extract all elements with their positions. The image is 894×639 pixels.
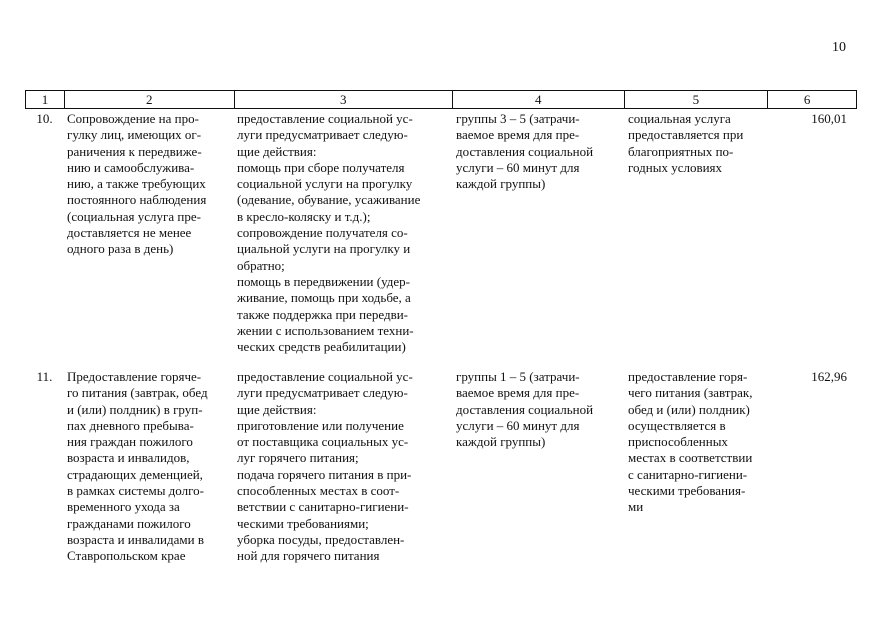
service-time-line: каждой группы) xyxy=(456,176,546,192)
service-actions-line: помощь в передвижении (удер- xyxy=(237,273,410,289)
table-row xyxy=(25,369,857,565)
service-name-line: и (или) полдник) в груп- xyxy=(67,401,203,417)
service-actions-line: луги предусматривает следую- xyxy=(237,385,408,401)
service-conditions-line: осуществляется в xyxy=(628,417,726,433)
service-time-line: услуги – 60 минут для xyxy=(456,417,580,433)
column-header-2: 2 xyxy=(65,91,235,108)
services-table xyxy=(25,90,857,565)
service-conditions-line: ми xyxy=(628,499,644,515)
service-actions-line: жении с использованием техни- xyxy=(237,322,414,338)
service-actions-cell xyxy=(234,111,453,369)
service-number-cell xyxy=(25,111,64,369)
service-actions-line: луги предусматривает следую- xyxy=(237,127,408,143)
service-actions-line: ветствии с санитарно-гигиени- xyxy=(237,499,409,515)
service-time-cell xyxy=(453,369,625,565)
service-actions-line: ной для горячего питания xyxy=(237,548,380,564)
service-actions-line: также поддержка при передви- xyxy=(237,306,408,322)
service-name-line: пах дневного пребыва- xyxy=(67,417,194,433)
service-time-line: ваемое время для пре- xyxy=(456,385,580,401)
service-name-cell xyxy=(64,111,234,369)
service-actions-line: щие действия: xyxy=(237,143,317,159)
service-name-line: (социальная услуга пре- xyxy=(67,208,201,224)
service-name-line: ния граждан пожилого xyxy=(67,434,193,450)
service-time-line: группы 1 – 5 (затрачи- xyxy=(456,369,580,384)
service-name-line: нию и самообслужива- xyxy=(67,159,195,175)
service-actions-line: живание, помощь при ходьбе, а xyxy=(237,290,411,306)
service-conditions-cell xyxy=(625,369,769,565)
service-name-line: возраста и инвалидов, xyxy=(67,450,190,466)
service-actions-line: циальной услуги на прогулку и xyxy=(237,241,411,257)
service-conditions-line: предоставление горя- xyxy=(628,369,748,384)
service-conditions-line: приспособленных xyxy=(628,434,728,450)
service-actions-line: предоставление социальной ус- xyxy=(237,369,413,384)
service-time-line: доставления социальной xyxy=(456,401,594,417)
service-time-line: ваемое время для пре- xyxy=(456,127,580,143)
service-conditions-line: благоприятных по- xyxy=(628,143,734,159)
service-name-line: Предоставление горяче- xyxy=(67,369,202,384)
service-conditions-line: годных условиях xyxy=(628,159,723,175)
service-actions-cell xyxy=(234,369,453,565)
service-actions-line: в кресло-коляску и т.д.); xyxy=(237,208,371,224)
service-actions-line: помощь при сборе получателя xyxy=(237,159,405,175)
service-price: 160,01 xyxy=(811,111,847,126)
service-actions-line: (одевание, обувание, усаживание xyxy=(237,192,421,208)
column-header-4: 4 xyxy=(453,91,625,108)
service-name-line: гражданами пожилого xyxy=(67,515,191,531)
service-conditions-line: чего питания (завтрак, xyxy=(628,385,753,401)
service-conditions-cell xyxy=(625,111,769,369)
service-conditions-line: социальная услуга xyxy=(628,111,731,126)
service-time-line: услуги – 60 минут для xyxy=(456,159,580,175)
service-conditions-line: предоставляется при xyxy=(628,127,744,143)
service-actions-line: социальной услуги на прогулку xyxy=(237,176,413,192)
page-number: 10 xyxy=(832,40,846,55)
table-row xyxy=(25,111,857,369)
service-name-line: временного ухода за xyxy=(67,499,180,515)
service-actions-line: подача горячего питания в при- xyxy=(237,466,412,482)
column-header-6: 6 xyxy=(803,92,811,107)
service-time-line: группы 3 – 5 (затрачи- xyxy=(456,111,580,126)
service-name-line: Сопровождение на про- xyxy=(67,111,199,126)
service-price-cell xyxy=(769,111,857,369)
service-price: 162,96 xyxy=(811,369,847,384)
service-time-cell xyxy=(453,111,625,369)
service-actions-line: обратно; xyxy=(237,257,285,273)
service-actions-line: уборка посуды, предоставлен- xyxy=(237,531,405,547)
service-actions-line: способленных местах в соот- xyxy=(237,483,400,499)
column-header-5: 5 xyxy=(625,91,769,108)
service-name-line: возраста и инвалидами в xyxy=(67,531,204,547)
service-actions-line: сопровождение получателя со- xyxy=(237,225,408,241)
service-actions-line: от поставщика социальных ус- xyxy=(237,434,409,450)
service-actions-line: луг горячего питания; xyxy=(237,450,359,466)
service-actions-line: приготовление или получение xyxy=(237,417,404,433)
service-actions-line: щие действия: xyxy=(237,401,317,417)
service-name-line: постоянного наблюдения xyxy=(67,192,207,208)
service-name-line: доставляется не менее xyxy=(67,225,192,241)
service-number: 10. xyxy=(36,111,53,126)
service-price-cell xyxy=(769,369,857,565)
column-header-1: 1 xyxy=(26,91,65,108)
service-conditions-line: с санитарно-гигиени- xyxy=(628,466,748,482)
service-number: 11. xyxy=(36,369,53,384)
service-name-line: в рамках системы долго- xyxy=(67,483,204,499)
service-name-line: го питания (завтрак, обед xyxy=(67,385,208,401)
service-actions-line: предоставление социальной ус- xyxy=(237,111,413,126)
service-time-line: доставления социальной xyxy=(456,143,594,159)
service-name-line: Ставропольском крае xyxy=(67,548,186,564)
service-name-cell xyxy=(64,369,234,565)
service-name-line: раничения к передвиже- xyxy=(67,143,202,159)
column-header-3: 3 xyxy=(235,91,453,108)
service-number-cell xyxy=(25,369,64,565)
service-time-line: каждой группы) xyxy=(456,434,546,450)
service-actions-line: ческих средств реабилитации) xyxy=(237,339,406,355)
column-number-row xyxy=(25,90,857,109)
service-conditions-line: обед и (или) полдник) xyxy=(628,401,750,417)
service-conditions-line: местах в соответствии xyxy=(628,450,753,466)
service-name-line: гулку лиц, имеющих ог- xyxy=(67,127,202,143)
service-actions-line: ческими требованиями; xyxy=(237,515,369,531)
service-name-line: одного раза в день) xyxy=(67,241,174,257)
service-conditions-line: ческими требования- xyxy=(628,483,746,499)
service-name-line: страдающих деменцией, xyxy=(67,466,203,482)
service-name-line: нию, а также требующих xyxy=(67,176,206,192)
